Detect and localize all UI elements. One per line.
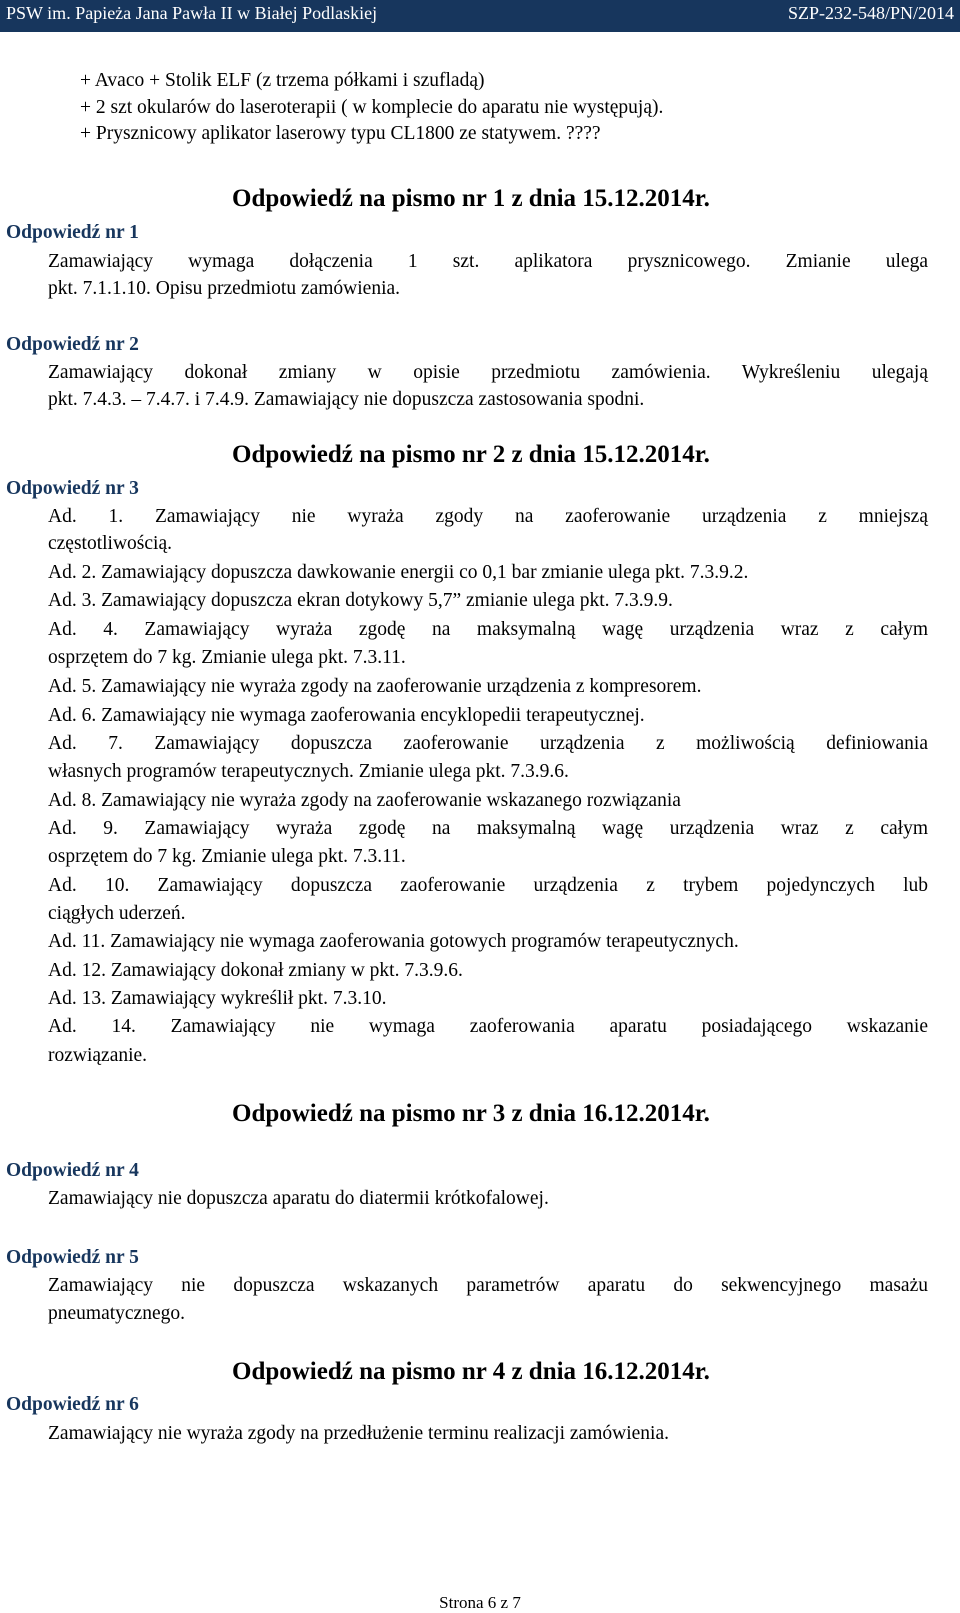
- intro-line-1: + Avaco + Stolik ELF (z trzema półkami i szufladą): [80, 70, 485, 91]
- page-number: Strona 6 z 7: [439, 1593, 521, 1612]
- section-heading-2: Odpowiedź na pismo nr 2 z dnia 15.12.2014r.: [232, 441, 710, 468]
- ad-line: częstotliwością.: [48, 533, 172, 554]
- ad-line: Ad. 14. Zamawiający nie wymaga zaoferowania aparatu posiadającego wskazanie: [48, 1016, 928, 1037]
- ad-line: Ad. 7. Zamawiający dopuszcza zaoferowanie urządzenia z możliwością definiowania: [48, 733, 928, 754]
- answer-title-3: Odpowiedź nr 3: [6, 478, 139, 499]
- answer-title-1: Odpowiedź nr 1: [6, 222, 139, 243]
- answer-title-5: Odpowiedź nr 5: [6, 1247, 139, 1268]
- section-heading-4: Odpowiedź na pismo nr 4 z dnia 16.12.2014r.: [232, 1358, 710, 1385]
- ad-line: osprzętem do 7 kg. Zmianie ulega pkt. 7.3.11.: [48, 846, 406, 867]
- answer-1-line-1: Zamawiający wymaga dołączenia 1 szt. aplikatora prysznicowego. Zmianie ulega: [48, 251, 928, 272]
- ad-line: rozwiązanie.: [48, 1045, 148, 1066]
- ad-line: własnych programów terapeutycznych. Zmianie ulega pkt. 7.3.9.6.: [48, 761, 569, 782]
- ad-line: Ad. 10. Zamawiający dopuszcza zaoferowanie urządzenia z trybem pojedynczych lub: [48, 875, 928, 896]
- ad-line: Ad. 5. Zamawiający nie wyraża zgody na zaoferowanie urządzenia z kompresorem.: [48, 676, 702, 697]
- answer-1-line-2: pkt. 7.1.1.10. Opisu przedmiotu zamówienia.: [48, 278, 401, 299]
- answer-6-line-1: Zamawiający nie wyraża zgody na przedłużenie terminu realizacji zamówienia.: [48, 1423, 669, 1444]
- ad-line: Ad. 9. Zamawiający wyraża zgodę na maksymalną wagę urządzenia wraz z całym: [48, 818, 928, 839]
- ad-line: Ad. 1. Zamawiający nie wyraża zgody na zaoferowanie urządzenia z mniejszą: [48, 506, 928, 527]
- answer-5-line-1: Zamawiający nie dopuszcza wskazanych parametrów aparatu do sekwencyjnego masażu: [48, 1275, 928, 1296]
- section-heading-3: Odpowiedź na pismo nr 3 z dnia 16.12.2014r.: [232, 1100, 710, 1127]
- intro-line-2: + 2 szt okularów do laseroterapii ( w komplecie do aparatu nie występują).: [80, 97, 664, 118]
- page-header: [0, 0, 960, 32]
- ad-line: ciągłych uderzeń.: [48, 903, 186, 924]
- answer-title-6: Odpowiedź nr 6: [6, 1394, 139, 1415]
- ad-line: Ad. 3. Zamawiający dopuszcza ekran dotykowy 5,7” zmianie ulega pkt. 7.3.9.9.: [48, 590, 673, 611]
- ad-line: Ad. 2. Zamawiający dopuszcza dawkowanie energii co 0,1 bar zmianie ulega pkt. 7.3.9.2.: [48, 562, 749, 583]
- ad-line: Ad. 6. Zamawiający nie wymaga zaoferowania encyklopedii terapeutycznej.: [48, 705, 645, 726]
- section-heading-1: Odpowiedź na pismo nr 1 z dnia 15.12.2014r.: [232, 185, 710, 212]
- ad-line: Ad. 4. Zamawiający wyraża zgodę na maksymalną wagę urządzenia wraz z całym: [48, 619, 928, 640]
- answer-title-4: Odpowiedź nr 4: [6, 1160, 139, 1181]
- ad-line: osprzętem do 7 kg. Zmianie ulega pkt. 7.3.11.: [48, 647, 406, 668]
- ad-line: Ad. 8. Zamawiający nie wyraża zgody na zaoferowanie wskazanego rozwiązania: [48, 790, 681, 811]
- ad-line: Ad. 11. Zamawiający nie wymaga zaoferowania gotowych programów terapeutycznych.: [48, 931, 739, 952]
- answer-4-line-1: Zamawiający nie dopuszcza aparatu do diatermii krótkofalowej.: [48, 1188, 549, 1209]
- header-institution: PSW im. Papieża Jana Pawła II w Białej Podlaskiej: [6, 3, 378, 23]
- answer-5-line-2: pneumatycznego.: [48, 1303, 185, 1324]
- answer-2-line-1: Zamawiający dokonał zmiany w opisie przedmiotu zamówienia. Wykreśleniu ulegają: [48, 362, 928, 383]
- ad-line: Ad. 13. Zamawiający wykreślił pkt. 7.3.10.: [48, 988, 387, 1009]
- ad-line: Ad. 12. Zamawiający dokonał zmiany w pkt. 7.3.9.6.: [48, 960, 463, 981]
- header-reference: SZP-232-548/PN/2014: [787, 3, 954, 23]
- answer-2-line-2: pkt. 7.4.3. – 7.4.7. i 7.4.9. Zamawiający nie dopuszcza zastosowania spodni.: [48, 389, 645, 410]
- intro-line-3: + Prysznicowy aplikator laserowy typu CL1800 ze statywem. ????: [80, 123, 601, 144]
- answer-title-2: Odpowiedź nr 2: [6, 334, 139, 355]
